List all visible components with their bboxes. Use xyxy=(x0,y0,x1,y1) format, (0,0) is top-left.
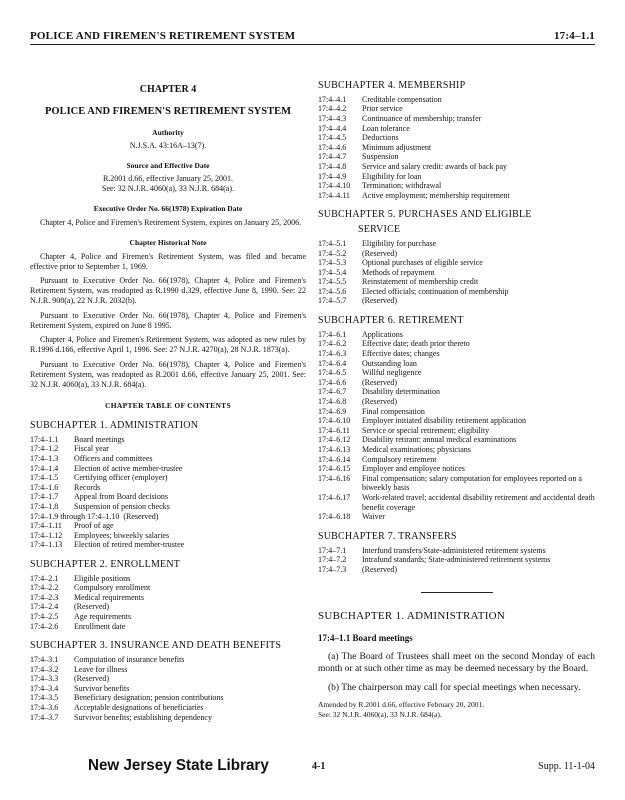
paragraph-b: (b) The chairperson may call for special meetings when necessary. xyxy=(328,682,581,693)
subchapter-5-title-cont: SERVICE xyxy=(358,224,401,236)
chapter-number: CHAPTER 4 xyxy=(139,84,197,95)
toc-entry-number: 17:4–2.5 xyxy=(30,612,59,622)
toc-entry-title: Compulsory enrollment xyxy=(74,583,151,593)
toc-entry-title: Records xyxy=(74,482,101,492)
toc-entry xyxy=(318,464,595,474)
historical-note-para: Pursuant to Executive Order No. 66(1978), Chapter 4, Police and Firemen's Retirement System, was readopted as R.2001 d.66, effective January 25, 2001. See: 32 N.J.R. 4060(a), 33 N.J.R. 684(a). xyxy=(30,359,306,390)
table-of-contents-heading: CHAPTER TABLE OF CONTENTS xyxy=(105,401,231,411)
subchapter-2-title: SUBCHAPTER 2. ENROLLMENT xyxy=(30,558,181,570)
toc-entry-title: (Reserved) xyxy=(74,602,110,612)
toc-entry xyxy=(318,239,595,249)
toc-entry xyxy=(318,95,595,105)
toc-entry-number: 17:4–5.6 xyxy=(318,286,347,296)
toc-entry xyxy=(318,426,595,436)
toc-entry-number: 17:4–1.11 xyxy=(30,521,62,531)
toc-entry xyxy=(30,435,306,445)
subchapter-5-title: SUBCHAPTER 5. PURCHASES AND ELIGIBLE xyxy=(318,209,532,221)
toc-entry-number: 17:4–4.9 xyxy=(318,171,347,181)
toc-entry-title: Certifying officer (employer) xyxy=(74,473,168,483)
toc-entry xyxy=(318,474,595,493)
toc-entry-title: Medical examinations; physicians xyxy=(362,445,471,454)
toc-entry-number: 17:4–6.9 xyxy=(318,406,347,416)
toc-entry-title: Elected officials; continuation of membership xyxy=(362,286,509,296)
toc-entry xyxy=(30,521,306,531)
toc-entry-number: 17:4–1.6 xyxy=(30,482,59,492)
toc-entry xyxy=(30,583,306,593)
toc-entry-number: 17:4–1.4 xyxy=(30,463,59,473)
supplement-date: Supp. 11-1-04 xyxy=(538,761,595,772)
toc-entry-number: 17:4–1.8 xyxy=(30,501,59,511)
toc-entry-title: Suspension xyxy=(362,152,399,162)
toc-entry-number: 17:4–4.6 xyxy=(318,142,347,152)
toc-entry xyxy=(30,492,306,502)
toc-entry-title: Outstanding loan xyxy=(362,358,417,368)
toc-entry-title: Work-related travel; accidental disability retirement and accidental death benefit coverage xyxy=(362,492,595,512)
toc-entry-title: Survivor benefits; establishing dependency xyxy=(74,712,212,722)
toc-entry-title: Service or special retirement; eligibility xyxy=(362,425,490,435)
toc-entry xyxy=(30,622,306,632)
historical-note-para: Chapter 4, Police and Firemen's Retirement System, was filed and became effective prior to September 1, 1969. xyxy=(30,251,306,271)
toc-entry-title: Acceptable designations of beneficiaries xyxy=(74,703,204,712)
toc-entry-title: Survivor benefits xyxy=(74,683,130,693)
toc-entry-title: Waiver xyxy=(362,512,385,522)
toc-entry xyxy=(318,368,595,378)
toc-entry-title: Effective dates; changes xyxy=(362,349,440,359)
toc-entry-number: 17:4–6.17 xyxy=(318,492,351,502)
toc-entry-number: 17:4–5.4 xyxy=(318,267,347,277)
toc-entry-number: 17:4–6.4 xyxy=(318,358,347,368)
toc-entry-number: 17:4–6.1 xyxy=(318,329,347,339)
toc-entry-number: 17:4–7.1 xyxy=(318,545,347,555)
toc-entry-title: Loan tolerance xyxy=(362,123,410,133)
toc-entry xyxy=(318,555,595,565)
toc-entry-title: Creditable compensation xyxy=(362,94,442,104)
historical-note-para: Pursuant to Executive Order No. 66(1978), Chapter 4, Police and Firemen's Retirement System, expired on June 8 1995. xyxy=(30,310,306,330)
subchapter-3-title: SUBCHAPTER 3. INSURANCE AND DEATH BENEFITS xyxy=(30,640,282,652)
toc-entry xyxy=(318,124,595,134)
toc-entry-number: 17:4–4.1 xyxy=(318,94,347,104)
toc-entry xyxy=(30,713,306,723)
subchapter-6-list xyxy=(318,330,595,522)
toc-entry-number: 17:4–6.12 xyxy=(318,435,351,445)
subchapter-3-list xyxy=(30,655,306,722)
toc-entry xyxy=(30,703,306,713)
toc-entry-title: Medical requirements xyxy=(74,592,144,602)
toc-entry-title: Prior service xyxy=(362,104,403,114)
toc-entry xyxy=(318,191,595,201)
toc-entry xyxy=(318,258,595,268)
toc-entry-title: Employer initiated disability retirement application xyxy=(362,416,526,426)
toc-entry-number: 17:4–6.15 xyxy=(318,464,351,474)
toc-entry xyxy=(30,483,306,493)
page-number: 4-1 xyxy=(312,761,326,772)
toc-entry-title: Methods of repayment xyxy=(362,267,435,277)
toc-entry-title: (Reserved) xyxy=(362,377,398,387)
toc-entry-number: 17:4–7.3 xyxy=(318,564,347,574)
executive-order-text: Chapter 4, Police and Firemen's Retirement System, expires on January 25, 2006. xyxy=(40,217,302,227)
right-column xyxy=(318,80,595,719)
toc-entry-title: Compulsory retirement xyxy=(362,454,437,464)
section-label: 17:4–1.1 Board meetings xyxy=(318,633,413,644)
toc-entry-number: 17:4–6.13 xyxy=(318,445,351,454)
toc-entry-number: 17:4–2.1 xyxy=(30,573,59,583)
toc-entry-number: 17:4–3.6 xyxy=(30,703,59,712)
toc-entry-title: Enrollment date xyxy=(74,621,126,631)
toc-entry xyxy=(30,473,306,483)
toc-entry-title: Interfund transfers/State-administered retirement systems xyxy=(362,545,546,555)
toc-entry-title: Effective date; death prior thereto xyxy=(362,339,470,349)
toc-entry-number: 17:4–2.6 xyxy=(30,621,59,631)
toc-entry-title: Eligible positions xyxy=(74,573,131,583)
running-header xyxy=(30,30,595,45)
toc-entry xyxy=(318,181,595,191)
historical-note-para: Pursuant to Executive Order No. 66(1978), Chapter 4, Police and Firemen's Retirement System, was readopted as R.1990 d.329, effective June 8, 1990. See: 22 N.J.R. 908(a), 22 N.J.R. 2032(b). xyxy=(30,276,306,306)
toc-entry-title: Fiscal year xyxy=(74,444,109,454)
source-heading: Source and Effective Date xyxy=(126,161,210,171)
toc-entry xyxy=(30,531,306,541)
toc-entry-number: 17:4–6.14 xyxy=(318,454,351,464)
page-footer xyxy=(30,757,595,779)
toc-entry xyxy=(30,540,306,550)
toc-entry xyxy=(318,172,595,182)
subchapter-1-list xyxy=(30,435,306,550)
toc-entry-number: 17:4–4.10 xyxy=(318,181,351,191)
toc-entry xyxy=(318,104,595,114)
toc-entry-title: Board meetings xyxy=(74,434,125,444)
toc-entry-title: (Reserved) xyxy=(74,674,110,684)
toc-entry-number: 17:4–6.18 xyxy=(318,512,351,522)
toc-entry xyxy=(318,114,595,124)
toc-entry-title: (Reserved) xyxy=(123,511,159,521)
library-stamp: New Jersey State Library xyxy=(88,757,269,774)
toc-entry xyxy=(318,133,595,143)
toc-entry xyxy=(30,693,306,703)
running-header-title: POLICE AND FIREMEN'S RETIREMENT SYSTEM xyxy=(30,30,296,42)
toc-entry-title: Disability determination xyxy=(362,387,440,397)
toc-entry-number: 17:4–4.5 xyxy=(318,133,347,143)
toc-entry-title: Minimum adjustment xyxy=(362,142,432,152)
toc-entry xyxy=(318,397,595,407)
toc-entry-title: Eligibility for loan xyxy=(362,171,422,181)
toc-entry-title: Appeal from Board decisions xyxy=(74,492,168,502)
toc-entry-title: Active employment; membership requirement xyxy=(362,190,510,200)
toc-entry-number: 17:4–3.5 xyxy=(30,693,59,703)
toc-entry-title: Suspension of pension checks xyxy=(74,501,170,511)
toc-entry-title: Final compensation; salary computation for employees reported on a biweekly basis xyxy=(362,473,582,493)
toc-entry-title: Proof of age xyxy=(74,521,114,531)
left-column xyxy=(30,80,306,722)
historical-note-heading: Chapter Historical Note xyxy=(129,237,207,247)
toc-entry-title: Applications xyxy=(362,329,403,339)
toc-entry-number: 17:4–4.3 xyxy=(318,113,347,123)
toc-entry xyxy=(318,339,595,349)
toc-entry-title: Service and salary credit: awards of back pay xyxy=(362,161,508,171)
toc-entry xyxy=(30,464,306,474)
source-line-2: See: 32 N.J.R. 4060(a), 33 N.J.R. 684(a). xyxy=(102,183,234,193)
toc-entry-number: 17:4–3.2 xyxy=(30,664,59,674)
toc-entry xyxy=(318,162,595,172)
toc-entry xyxy=(30,444,306,454)
toc-entry xyxy=(318,512,595,522)
toc-entry xyxy=(318,416,595,426)
toc-entry-number: 17:4–3.3 xyxy=(30,674,59,684)
toc-entry-title: Continuance of membership; transfer xyxy=(362,113,482,123)
toc-entry xyxy=(318,455,595,465)
toc-entry xyxy=(30,502,306,512)
toc-entry-title: Beneficiary designation; pension contributions xyxy=(74,693,224,703)
toc-entry xyxy=(30,674,306,684)
subchapter-1-title: SUBCHAPTER 1. ADMINISTRATION xyxy=(30,419,199,431)
toc-entry-title: Final compensation xyxy=(362,406,425,416)
toc-entry xyxy=(318,359,595,369)
toc-entry-number: 17:4–1.12 xyxy=(30,530,63,540)
toc-entry xyxy=(30,684,306,694)
subchapter-heading: SUBCHAPTER 1. ADMINISTRATION xyxy=(318,610,506,623)
toc-entry-number: 17:4–4.11 xyxy=(318,190,350,200)
toc-entry xyxy=(318,277,595,287)
toc-entry-number: 17:4–7.2 xyxy=(318,555,347,565)
toc-entry xyxy=(318,268,595,278)
toc-entry-title: Employer and employee notices xyxy=(362,464,465,474)
toc-entry-number: 17:4–6.11 xyxy=(318,425,350,435)
toc-entry-title: Disability retirant: annual medical examinations xyxy=(362,435,517,445)
paragraph-a: (a) The Board of Trustees shall meet on the second Monday of each month or at such other time as may be deemed necessary by the Board. xyxy=(318,651,595,675)
subchapter-7-list xyxy=(318,546,595,575)
toc-entry-number: 17:4–5.3 xyxy=(318,258,347,268)
toc-entry-number: 17:4–6.8 xyxy=(318,397,347,407)
toc-entry-number: 17:4–6.6 xyxy=(318,377,347,387)
toc-entry xyxy=(318,445,595,455)
toc-entry-number: 17:4–1.3 xyxy=(30,453,59,463)
source-line-1: R.2001 d.66, effective January 25, 2001. xyxy=(102,173,234,183)
executive-order-heading: Executive Order No. 66(1978) Expiration Date xyxy=(93,204,243,214)
toc-entry-number: 17:4–5.1 xyxy=(318,238,347,248)
running-header-section: 17:4–1.1 xyxy=(553,30,595,42)
toc-entry-title: Officers and committees xyxy=(74,453,153,463)
toc-entry-title: Eligibility for purchase xyxy=(362,238,437,248)
toc-entry-title: (Reserved) xyxy=(362,296,398,306)
toc-entry-title: Election of active member-trustee xyxy=(74,463,183,473)
toc-entry xyxy=(30,512,306,522)
toc-entry xyxy=(318,407,595,417)
toc-entry-number: 17:4–6.10 xyxy=(318,416,351,426)
amendment-line-2: See: 32 N.J.R. 4060(a), 33 N.J.R. 684(a). xyxy=(318,709,442,719)
toc-entry-number: 17:4–2.3 xyxy=(30,592,59,602)
toc-entry-number: 17:4–1.1 xyxy=(30,434,59,444)
historical-note-para: Chapter 4, Police and Firemen's Retirement System, was adopted as new rules by R.1996 d.166, effective April 1, 1996. See: 27 N.J.R. 4270(a), 28 N.J.R. 1873(a). xyxy=(30,335,306,355)
subchapter-4-title: SUBCHAPTER 4. MEMBERSHIP xyxy=(318,80,466,91)
toc-entry xyxy=(30,593,306,603)
toc-entry xyxy=(318,152,595,162)
toc-entry-title: Employees; biweekly salaries xyxy=(74,530,170,540)
toc-entry-number: 17:4–5.7 xyxy=(318,296,347,306)
toc-entry-title: (Reserved) xyxy=(362,397,398,407)
toc-entry xyxy=(318,296,595,306)
toc-entry-title: Leave for illness xyxy=(74,664,128,674)
subchapter-5-list xyxy=(318,239,595,306)
toc-entry-title: Computation of insurance benefits xyxy=(74,655,185,665)
toc-entry-title: (Reserved) xyxy=(362,564,398,574)
toc-entry xyxy=(318,378,595,388)
toc-entry xyxy=(318,349,595,359)
toc-entry-number: 17:4–1.7 xyxy=(30,492,59,502)
toc-entry-number: 17:4–4.8 xyxy=(318,161,347,171)
toc-entry-title: Intrafund standards; State-administered retirement systems xyxy=(362,555,551,565)
section-divider xyxy=(421,592,493,593)
subchapter-7-title: SUBCHAPTER 7. TRANSFERS xyxy=(318,530,457,542)
toc-entry xyxy=(30,655,306,665)
authority-heading: Authority xyxy=(152,128,184,138)
subchapter-2-list xyxy=(30,574,306,632)
toc-entry-number: 17:4–6.16 xyxy=(318,473,351,483)
amendment-note xyxy=(318,700,595,720)
toc-entry xyxy=(30,574,306,584)
authority-text: N.J.S.A. 43:16A–13(7). xyxy=(129,140,207,150)
toc-entry xyxy=(318,143,595,153)
chapter-title: POLICE AND FIREMEN'S RETIREMENT SYSTEM xyxy=(44,105,292,117)
toc-entry-title: Deductions xyxy=(362,133,399,143)
toc-entry-number: 17:4–5.2 xyxy=(318,248,347,258)
toc-entry-title: Optional purchases of eligible service xyxy=(362,258,483,268)
toc-entry xyxy=(318,249,595,259)
subchapter-6-title: SUBCHAPTER 6. RETIREMENT xyxy=(318,315,464,327)
toc-entry xyxy=(318,546,595,556)
toc-entry xyxy=(30,665,306,675)
toc-entry-title: Age requirements xyxy=(74,612,132,622)
toc-entry xyxy=(30,602,306,612)
toc-entry xyxy=(318,287,595,297)
toc-entry-number: 17:4–6.5 xyxy=(318,368,347,378)
subchapter-4-list xyxy=(318,95,595,201)
toc-entry xyxy=(318,387,595,397)
toc-entry-number: 17:4–2.4 xyxy=(30,602,59,612)
toc-entry-number: 17:4–4.2 xyxy=(318,104,347,114)
toc-entry-number: 17:4–4.7 xyxy=(318,152,347,162)
toc-entry-number: 17:4–2.2 xyxy=(30,583,59,593)
toc-entry-title: (Reserved) xyxy=(362,248,398,258)
toc-entry-number: 17:4–6.2 xyxy=(318,339,347,349)
toc-entry-number: 17:4–1.9 through 17:4–1.10 xyxy=(30,511,120,521)
toc-entry-number: 17:4–3.7 xyxy=(30,712,59,722)
amendment-line-1: Amended by R.2001 d.66, effective February 20, 2001. xyxy=(318,699,485,709)
toc-entry-number: 17:4–4.4 xyxy=(318,123,347,133)
toc-entry-title: Willful negligence xyxy=(362,368,422,378)
toc-entry-number: 17:4–6.3 xyxy=(318,349,347,359)
toc-entry-number: 17:4–6.7 xyxy=(318,387,347,397)
toc-entry-number: 17:4–1.13 xyxy=(30,540,63,550)
toc-entry-title: Reinstatement of membership credit xyxy=(362,277,479,287)
toc-entry xyxy=(318,493,595,512)
toc-entry-number: 17:4–1.5 xyxy=(30,473,59,483)
toc-entry-title: Election of retired member-trustee xyxy=(74,540,185,550)
toc-entry-number: 17:4–3.4 xyxy=(30,683,59,693)
toc-entry-number: 17:4–3.1 xyxy=(30,655,59,665)
toc-entry xyxy=(318,435,595,445)
toc-entry xyxy=(318,565,595,575)
toc-entry xyxy=(318,330,595,340)
toc-entry-number: 17:4–1.2 xyxy=(30,444,59,454)
toc-entry xyxy=(30,454,306,464)
toc-entry xyxy=(30,612,306,622)
toc-entry-title: Termination; withdrawal xyxy=(362,181,442,191)
toc-entry-number: 17:4–5.5 xyxy=(318,277,347,287)
